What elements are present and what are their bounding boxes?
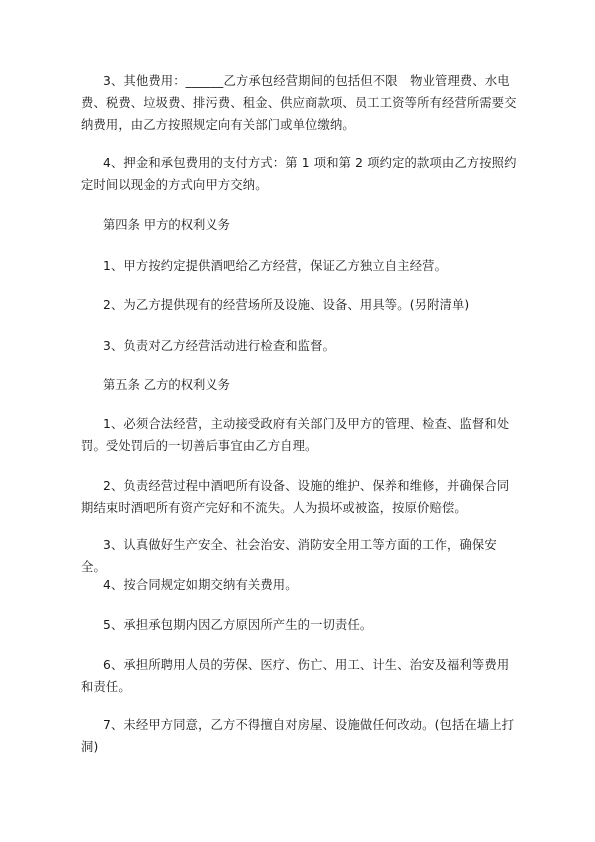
party-a-item-3-text: 3、负责对乙方经营活动进行检查和监督。: [103, 339, 336, 353]
party-b-item-3: [81, 534, 519, 578]
clause-payment-method: [81, 152, 519, 196]
section-heading-party-a: 第四条 甲方的权利义务: [103, 218, 230, 232]
party-b-item-4-text: 4、按合同规定如期交纳有关费用。: [103, 578, 298, 592]
party-b-item-5: [81, 614, 519, 636]
clause-other-fees-text: 3、其他费用：______乙方承包经营期间的包括但不限 物业管理费、水电费、税费、垃圾费、排污费、租金、供应商款项、员工工资等所有经营所需要交纳费用，由乙方按照规定向有关部门或单位缴纳。: [81, 74, 517, 132]
party-b-item-2-text: 2、负责经营过程中酒吧所有设备、设施的维护、保养和维修，并确保合同期结束时酒吧所有资产完好和不流失。人为损坏或被盗，按原价赔偿。: [81, 479, 510, 515]
party-b-item-7-text: 7、未经甲方同意，乙方不得擅自对房屋、设施做任何改动。(包括在墙上打洞): [81, 718, 515, 754]
clause-other-fees: [81, 70, 519, 136]
clause-payment-method-text: 4、押金和承包费用的支付方式：第 1 项和第 2 项约定的款项由乙方按照约定时间以现金的方式向甲方交纳。: [81, 156, 517, 192]
party-b-item-6: [81, 654, 519, 698]
party-b-item-6-text: 6、承担所聘用人员的劳保、医疗、伤亡、用工、计生、治安及福利等费用和责任。: [81, 658, 510, 694]
party-a-item-2-text: 2、为乙方提供现有的经营场所及设施、设备、用具等。(另附清单): [103, 298, 470, 312]
party-b-item-5-text: 5、承担承包期内因乙方原因所产生的一切责任。: [103, 618, 373, 632]
party-b-item-7: [81, 714, 519, 758]
party-b-item-4: [81, 574, 519, 596]
party-b-item-2: [81, 475, 519, 519]
party-b-item-1-text: 1、必须合法经营，主动接受政府有关部门及甲方的管理、检查、监督和处罚。受处罚后的一切善后事宜由乙方自理。: [81, 417, 510, 453]
party-b-item-1: [81, 413, 519, 457]
section-heading-party-b: 第五条 乙方的权利义务: [103, 378, 230, 392]
party-a-item-2: [81, 294, 519, 316]
party-a-item-1-text: 1、甲方按约定提供酒吧给乙方经营，保证乙方独立自主经营。: [103, 259, 448, 273]
party-b-item-3-text: 3、认真做好生产安全、社会治安、消防安全用工等方面的工作，确保安全。: [81, 538, 497, 574]
party-a-item-3: [81, 335, 519, 357]
party-a-item-1: [81, 255, 519, 277]
